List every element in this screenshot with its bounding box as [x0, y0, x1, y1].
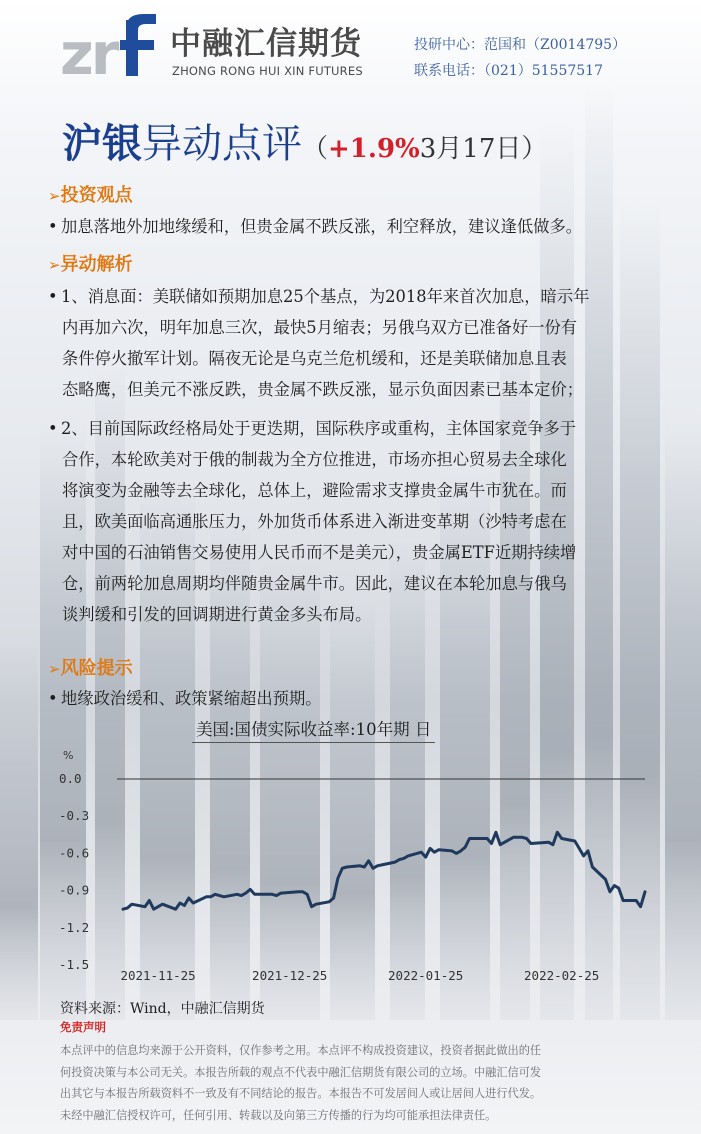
paragraph-line: 对中国的石油销售交易使用人民币而不是美元），贵金属ETF近期持续增 [62, 543, 577, 562]
section-heading-risk [48, 654, 133, 680]
title-change: +1.9% [328, 134, 420, 164]
y-tick-label: -1.5 [59, 957, 90, 972]
contact-phone: 联系电话：（021）51557517 [414, 63, 603, 79]
paragraph-line: 条件停火撤军计划。隔夜无论是乌克兰危机缓和，还是美联储加息且表 [62, 349, 567, 368]
x-tick-label: 2022-01-25 [388, 968, 464, 983]
title-main: 沪银 [62, 120, 142, 167]
bullet-icon: • [48, 419, 58, 438]
series-line [123, 832, 645, 909]
company-logo-icon [60, 14, 160, 78]
paragraph-line: 仓，前两轮加息周期均伴随贵金属牛市。因此，建议在本轮加息与俄乌 [62, 574, 567, 593]
title-date: 3月17日） [419, 134, 548, 164]
analysis-paragraph-2 [48, 413, 663, 630]
disclaimer-line: 未经中融汇信授权许可，任何引用、转载以及向第三方传播的行为均可能承担法律责任。 [60, 1108, 497, 1122]
y-tick-label: -1.2 [59, 919, 90, 935]
paragraph-line: 内再加六次，明年加息三次，最快5月缩表；另俄乌双方已准备好一份有 [62, 318, 578, 337]
paragraph-line: 1、消息面：美联储如预期加息25个基点，为2018年来首次加息，暗示年 [61, 287, 590, 306]
y-tick-label: 0.0 [59, 771, 82, 786]
analysis-paragraph-1 [48, 281, 663, 405]
view-paragraph [48, 211, 663, 242]
company-name-cn: 中融汇信期货 [170, 26, 362, 62]
y-tick-label: -0.6 [59, 845, 90, 861]
title-paren: （ [302, 134, 329, 164]
page-title [62, 112, 547, 169]
y-tick-label: -0.9 [59, 882, 90, 898]
section-heading-analysis [48, 250, 133, 276]
contact-researcher: 投研中心：范国和（Z0014795） [414, 37, 627, 53]
arrow-icon: ➢ [48, 660, 61, 678]
y-axis-unit: % [63, 749, 74, 762]
heading-label: 投资观点 [60, 185, 133, 206]
section-heading-view [48, 181, 133, 207]
disclaimer-line: 出其它与本报告所载资料不一致及有不同结论的报告。本报告不可发居间人或让居间人进行代发。 [60, 1087, 542, 1100]
arrow-icon: ➢ [48, 256, 61, 274]
bullet-icon: • [48, 689, 58, 708]
x-tick-label: 2021-12-25 [252, 968, 328, 983]
paragraph-line: 合作，本轮欧美对于俄的制裁为全方位推进，市场亦担心贸易去全球化 [62, 450, 567, 469]
heading-label: 异动解析 [60, 254, 133, 275]
disclaimer-line: 何投资决策与本公司无关。本报告所载的观点不代表中融汇信期货有限公司的立场。中融汇信可发 [60, 1065, 542, 1079]
bullet-icon: • [48, 217, 58, 236]
title-sub: 异动点评 [142, 121, 302, 167]
chart-title: 美国:国债实际收益率:10年期 日 [192, 716, 435, 743]
heading-label: 风险提示 [60, 658, 133, 679]
view-text: 加息落地外加地缘缓和，但贵金属不跌反涨，利空释放，建议逢低做多。 [61, 217, 583, 236]
x-tick-label: 2022-02-25 [524, 968, 600, 983]
yield-line-chart [55, 740, 665, 985]
disclaimer [60, 1040, 650, 1126]
paragraph-line: 谈判缓和引发的回调期进行黄金多头布局。 [62, 605, 372, 624]
company-name-en: ZHONG RONG HUI XIN FUTURES [172, 64, 363, 78]
header [0, 0, 701, 96]
risk-paragraph [48, 683, 663, 714]
paragraph-line: 态略鹰，但美元不涨反跌，贵金属不跌反涨，显示负面因素已基本定价； [62, 380, 584, 399]
bullet-icon: • [48, 287, 58, 306]
arrow-icon: ➢ [48, 187, 61, 205]
paragraph-line: 且，欧美面临高通胀压力，外加货币体系进入渐进变革期（沙特考虑在 [62, 512, 567, 531]
disclaimer-line: 本点评中的信息均来源于公开资料，仅作参考之用。本点评不构成投资建议，投资者据此做出的任 [60, 1044, 542, 1057]
paragraph-line: 将演变为金融等去全球化，总体上，避险需求支撑贵金属牛市犹在。而 [62, 481, 567, 500]
disclaimer-title: 免责声明 [60, 1020, 106, 1034]
x-tick-label: 2021-11-25 [120, 968, 196, 983]
y-tick-label: -0.3 [59, 808, 90, 824]
svg-text:zr: zr [60, 20, 117, 78]
data-source: 资料来源：Wind，中融汇信期货 [60, 1001, 265, 1017]
risk-text: 地缘政治缓和、政策紧缩超出预期。 [61, 689, 322, 708]
paragraph-line: 2、目前国际政经格局处于更迭期，国际秩序或重构，主体国家竞争多于 [61, 419, 577, 438]
